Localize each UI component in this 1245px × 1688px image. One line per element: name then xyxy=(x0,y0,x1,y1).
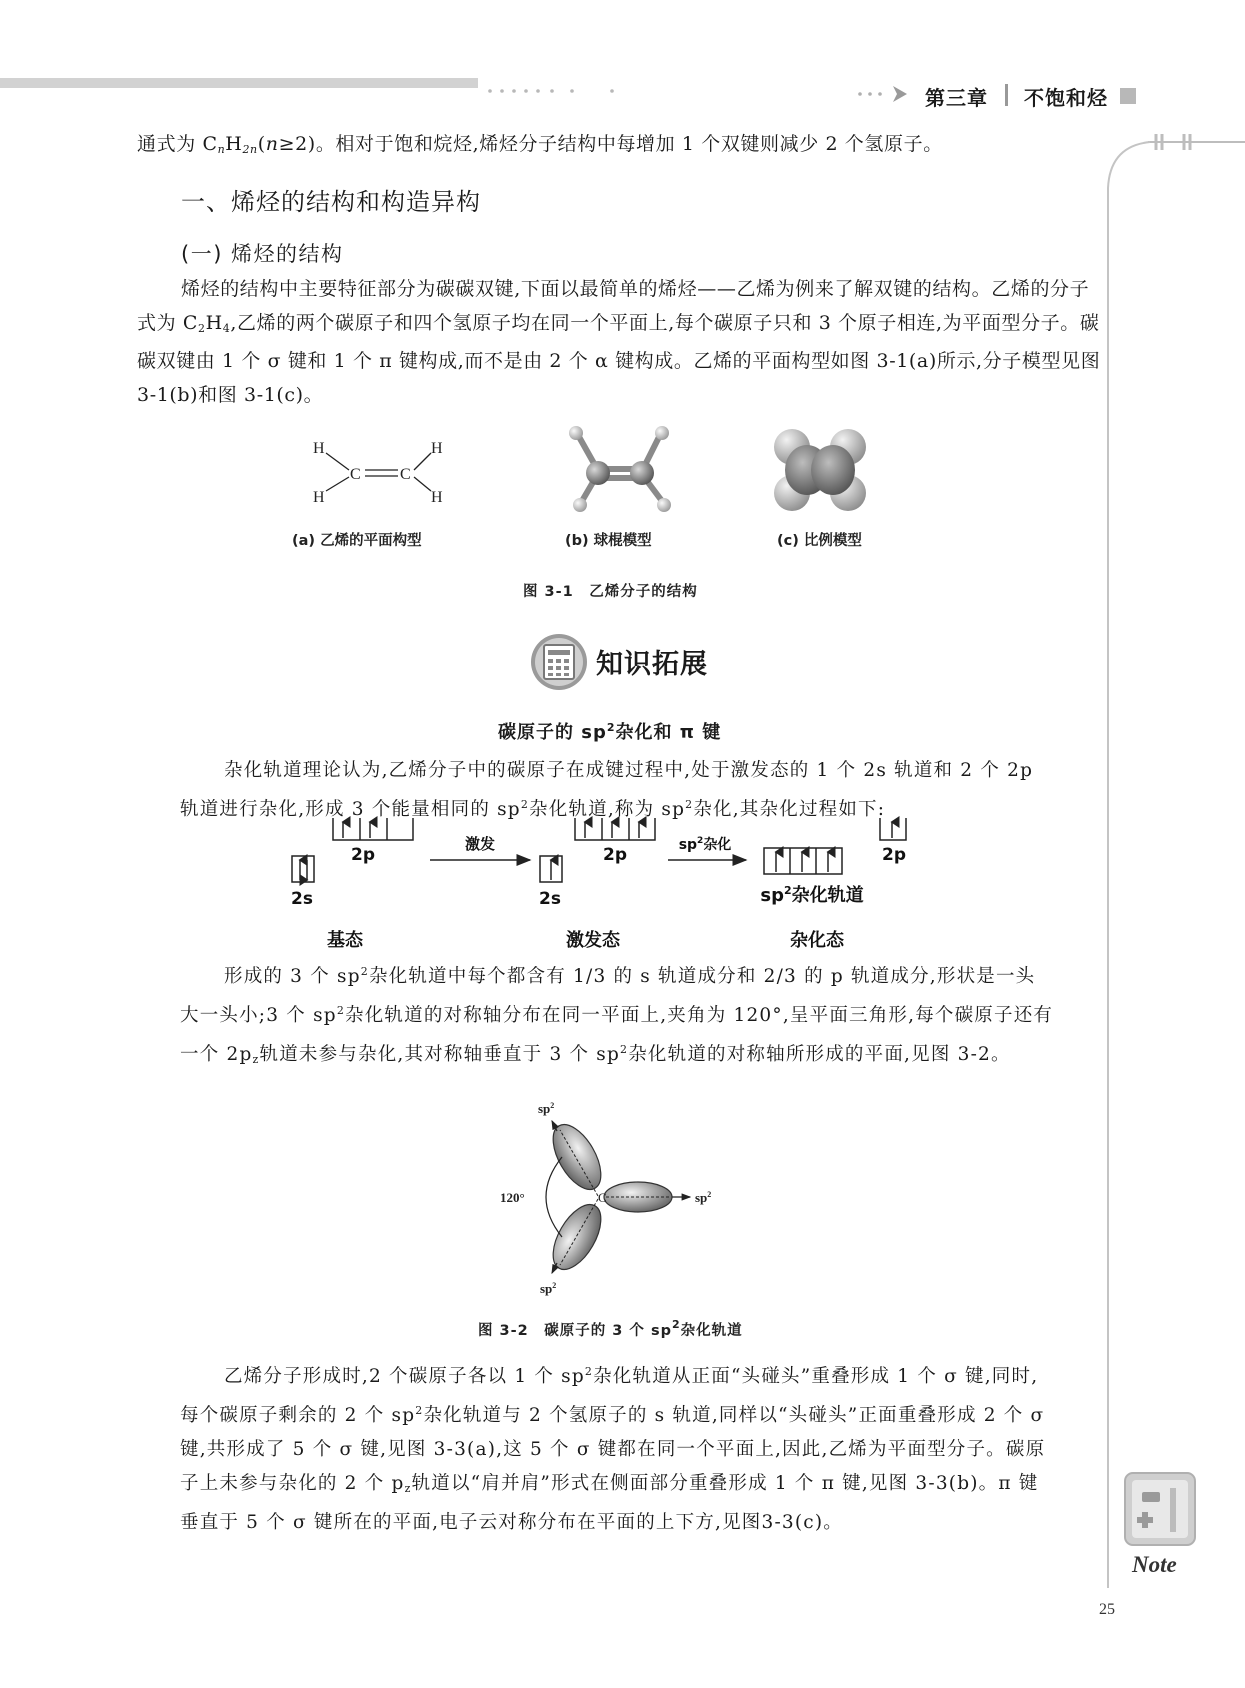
angle-label: 120° xyxy=(500,1190,525,1205)
state-hybrid: 杂化态 xyxy=(790,930,844,951)
state-excited: 激发态 xyxy=(566,930,620,951)
sp2-label-top: $sp^2$ xyxy=(538,1101,555,1116)
atom-h2: H xyxy=(313,489,325,506)
section-heading: 一、烯烃的结构和构造异构 xyxy=(181,188,481,216)
hybridization-paragraph: 杂化轨道理论认为,乙烯分子中的碳原子在成键过程中,处于激发态的 1 个 2s 轨道和 2 个 2p 轨道进行杂化,形成 3 个能量相同的 $sp^2$杂化轨道,称为 $sp^2$杂化,其杂化过程如下: xyxy=(180,760,1034,820)
ethylene-planar-structure xyxy=(310,435,450,515)
hybridize-arrow-label: $sp^2$杂化 xyxy=(678,836,732,853)
excited-2s-label: 2s xyxy=(539,889,561,909)
atom-h4: H xyxy=(431,489,443,506)
carbon-label: C xyxy=(598,1190,607,1205)
excited-2p-label: 2p xyxy=(603,845,627,865)
atom-c1: C xyxy=(350,466,361,483)
header-chapter: 第三章 xyxy=(925,86,988,110)
sp2-label-right: $sp^2$ xyxy=(695,1190,712,1205)
knowledge-heading: 碳原子的 $sp^2$杂化和 π 键 xyxy=(498,721,722,743)
knowledge-banner-title: 知识拓展 xyxy=(596,649,708,680)
structure-paragraph: 烯烃的结构中主要特征部分为碳碳双键,下面以最简单的烯烃——乙烯为例来了解双键的结构。乙烯的分子式为 $C_2H_4$,乙烯的两个碳原子和四个氢原子均在同一个平面上,每个碳原子只和 3 个原子相连,为平面型分子。碳碳双键由 1 个 σ 键和 1 个 π 键构成,而不是由 2 个 α 键构成。乙烯的平面构型如图 3-1(a)所示,分子模型见图 3-1(b)和图 3-1(c)。 xyxy=(137,278,1101,406)
figure-3-1-title: 图 3-1 乙烯分子的结构 xyxy=(523,584,698,600)
ball-stick-model xyxy=(560,425,680,520)
note-icon xyxy=(1122,1470,1202,1550)
ground-2s-label: 2s xyxy=(291,889,313,909)
subsection-heading: (一) 烯烃的结构 xyxy=(181,242,344,266)
space-filling-model xyxy=(770,425,870,520)
header-gray-bar xyxy=(0,78,478,88)
sp2-shape-paragraph: 形成的 3 个 $sp^2$杂化轨道中每个都含有 1/3 的 s 轨道成分和 2/3 的 p 轨道成分,形状是一头大一头小;3 个 $sp^2$杂化轨道的对称轴分布在同一平面上,夹角为 120°,呈平面三角形,每个碳原子还有一个 $2p_z$轨道未参与杂化,其对称轴垂直于 3 个 $sp^2$杂化轨道的对称轴所形成的平面,见图 3-2。 xyxy=(180,965,1054,1066)
header-square-icon xyxy=(1120,88,1136,104)
atom-h3: H xyxy=(431,440,443,457)
atom-c2: C xyxy=(400,466,411,483)
sp2-label-bottom: $sp^2$ xyxy=(540,1281,557,1296)
note-label: Note xyxy=(1132,1552,1177,1577)
caption-c: (c) 比例模型 xyxy=(777,533,862,549)
atom-h1: H xyxy=(313,440,325,457)
header-chevron-icon xyxy=(855,84,925,104)
sidebar-margin-line xyxy=(1100,138,1160,1588)
hybridization-diagram xyxy=(280,816,960,956)
page-number: 25 xyxy=(1099,1601,1115,1618)
excite-arrow-label: 激发 xyxy=(464,835,496,853)
state-ground: 基态 xyxy=(327,930,363,951)
header-separator xyxy=(1005,84,1008,106)
figure-3-2-sp2-orbitals xyxy=(500,1095,730,1296)
sp2-orbital-label: $sp^2$杂化轨道 xyxy=(760,884,864,906)
remaining-2p-label: 2p xyxy=(882,845,906,865)
ground-2p-label: 2p xyxy=(351,845,375,865)
header-title: 不饱和烃 xyxy=(1024,86,1108,110)
caption-a: (a) 乙烯的平面构型 xyxy=(292,533,422,549)
sigma-pi-paragraph: 乙烯分子形成时,2 个碳原子各以 1 个 $sp^2$杂化轨道从正面“头碰头”重叠形成 1 个 σ 键,同时,每个碳原子剩余的 2 个 $sp^2$杂化轨道与 2 个氢原子的 s 轨道,同样以“头碰头”正面重叠形成 2 个 σ 键,共形成了 5 个 σ 键,见图 3-3(a),这 5 个 σ 键都在同一个平面上,因此,乙烯为平面型分子。碳原子上未参与杂化的 2 个 $p_z$轨道以“肩并肩”形式在侧面部分重叠形成 1 个 π 键,见图 3-3(b)。π 键垂直于 5 个 σ 键所在的平面,电子云对称分布在平面的上下方,见图3-3(c)。 xyxy=(180,1365,1046,1533)
header-dots xyxy=(480,86,630,96)
intro-paragraph: 通式为 $C_nH_{2n}(n\ge 2)$。相对于饱和烷烃,烯烃分子结构中每增加 1 个双键则减少 2 个氢原子。 xyxy=(137,133,943,156)
caption-b: (b) 球棍模型 xyxy=(565,533,652,549)
knowledge-icon xyxy=(530,633,588,691)
figure-3-2-title: 图 3-2 碳原子的 3 个 $sp^2$杂化轨道 xyxy=(478,1318,743,1339)
